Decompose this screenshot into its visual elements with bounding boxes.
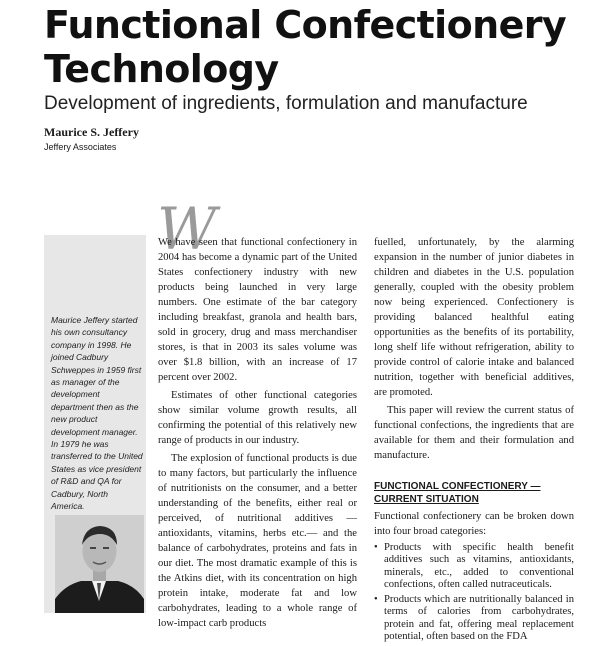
author-affiliation: Jeffery Associates: [44, 142, 117, 152]
article-column-2: [374, 235, 574, 646]
paragraph: We have seen that functional confectionery in 2004 has become a dynamic part of the United States confectionery industry with new products being launched in very large numbers. One estimate of the bar category including breakfast, granola and health bars, sold in grocery, drug and mass merchandiser stores, is that in 2003 its sales volume was over $1.8 billion, with an increase of 17 percent over 2002.: [158, 237, 357, 383]
paragraph: fuelled, unfortunately, by the alarming expansion in the number of junior diabetes in children and diabetes in the U.S. population generally, coupled with the obesity problem now being experienced. Confectionery is providing balanced healthful eating opportunities as the benefits of its portability, long shelf life without refrigeration, ability to provide control of calorie intake and balanced nutrition, together with beneficial additives, are promoted.: [374, 237, 574, 398]
paragraph: Estimates of other functional categories show similar volume growth results, all confirming the potential of this relatively new range of products in our industry.: [158, 390, 357, 446]
bullet-list: [374, 542, 574, 643]
section-heading: [374, 480, 574, 506]
author-name: Maurice S. Jeffery: [44, 125, 139, 139]
article-subtitle: Development of ingredients, formulation and manufacture: [44, 93, 528, 114]
paragraph: This paper will review the current status of functional confections, the ingredients that are available for them and their formulation and manufacture.: [374, 405, 574, 461]
list-item: • Products which are nutritionally balanced in terms of calories from carbohydrates, protein and fat, offering meal replacement potential, often based on the FDA: [384, 594, 574, 643]
author-portrait-image: [55, 515, 144, 613]
paragraph: The explosion of functional products is due to many factors, but particularly the influence of nutritionists on the consumer, and a better understanding of the benefits, either real or perceived, of nutritional additives — antioxidants, vitamins, herbs etc.— and the balance of carbohydrates, proteins and fats in our diet. The most dramatic example of this is the Atkins diet, with its concentration on high protein intake, moderate fat and low carbohydrates, leading to a whole range of low-impact carb products: [158, 453, 357, 629]
author-bio-text: Maurice Jeffery started his own consultancy company in 1998. He joined Cadbury Schweppes in 1959 first as manager of the development department then as the new product development manager. In 1979 he was transferred to the United States as vice president of R&D and QA for Cadbury, North America.: [51, 315, 143, 512]
title-line-1: Functional Confectionery: [44, 3, 567, 47]
article-column-1: [158, 235, 357, 631]
list-item: • Products with specific health benefit additives such as vitamins, antioxidants, minerals, etc., added to conventional confections, often called nutraceuticals.: [384, 542, 574, 591]
section-heading-line-1: FUNCTIONAL CONFECTIONERY —: [374, 481, 541, 492]
drop-cap-letter: W: [157, 195, 217, 263]
section-heading-line-2: CURRENT SITUATION: [374, 494, 479, 505]
paragraph: Functional confectionery can be broken down into four broad categories:: [374, 511, 574, 537]
author-photo: [55, 515, 144, 613]
article-title: [44, 3, 609, 91]
title-line-2: Technology: [44, 47, 279, 91]
